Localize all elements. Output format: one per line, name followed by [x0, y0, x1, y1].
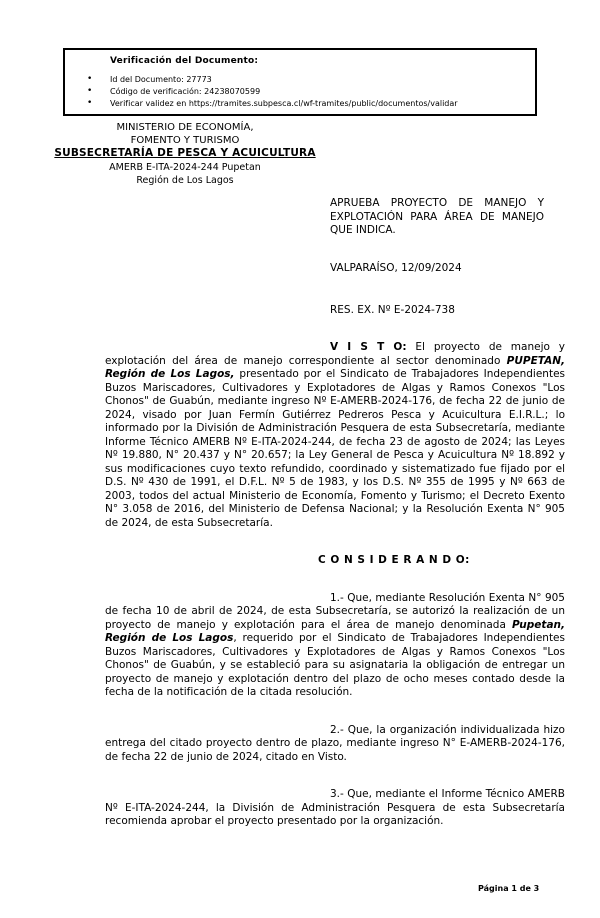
visto-label: V I S T O:: [330, 341, 407, 353]
considerando-number: 3.-: [330, 788, 344, 800]
considerando-text-2: , requerido por el Sindicato de Trabajadores Independientes Buzos Mariscadores, Cultivadores y Explotadores de Algas y Ramos Conexos "Los Chonos" de Guabún, y se estableció para su asignataria la obligación de entregar un proyecto de manejo y explotación dentro del plazo de ocho meses contado desde la fecha de la notificación de la citada resolución.: [105, 632, 565, 698]
considerando-area-name: Pupetan, Región de Los Lagos: [105, 618, 565, 644]
considerando-3: [105, 788, 565, 829]
verification-item-text: Código de verificación: 24238070599: [110, 87, 261, 96]
verification-item-text: Id del Documento: 27773: [110, 75, 212, 84]
visto-paragraph: [105, 341, 565, 530]
verification-item-text: Verificar validez en https://tramites.subpesca.cl/wf-tramites/public/documentos/validar: [110, 99, 458, 108]
considerando-number: 2.-: [330, 723, 344, 736]
visto-area-name: PUPETAN, Región de Los Lagos,: [105, 354, 565, 380]
subsecretaria-title: SUBSECRETARÍA DE PESCA Y ACUICULTURA: [54, 147, 316, 160]
visto-text-2: presentado por el Sindicato de Trabajadores Independientes Buzos Mariscadores, Cultivadores y Explotadores de Algas y Ramos Conexos "Los Chonos" de Guabún, mediante ingreso Nº E-AMERB-2024-176, de fecha 22 de junio de 2024, visado por Juan Fermín Gutiérrez Pedreros Pesca y Acuicultura E.I.R.L.; lo informado por la División de Administración Pesquera de esta Subsecretaría, mediante Informe Técnico AMERB Nº E-ITA-2024-244, de fecha 23 de agosto de 2024; las Leyes Nº 19.880, N° 20.437 y N° 20.657; la Ley General de Pesca y Acuicultura Nº 18.892 y sus modificaciones cuyo texto refundido, coordinado y sistematizado fue fijado por el D.S. Nº 430 de 1991, el D.F.L. Nº 5 de 1983, y los D.S. Nº 355 de 1995 y Nº 663 de 2003, todos del actual Ministerio de Economía, Fomento y Turismo; el Decreto Exento N° 3.058 de 2016, del Ministerio de Defensa Nacional; y la Resolución Exenta N° 905 de 2024, de esta Subsecretaría.: [105, 368, 566, 529]
verification-item-document-id: [87, 74, 535, 86]
bullet-icon: •: [87, 86, 93, 96]
considerando-number: 1.-: [330, 591, 344, 604]
ministry-line-1: MINISTERIO DE ECONOMÍA,: [116, 122, 254, 133]
document-body: [105, 341, 565, 829]
considerando-2: [105, 724, 565, 765]
ministry-line-2: FOMENTO Y TURISMO: [130, 135, 240, 147]
bullet-icon: •: [87, 74, 93, 84]
considerando-text: Que, la organización individualizada hizo entrega del citado proyecto dentro de plazo, mediante ingreso N° E-AMERB-2024-176, de fecha 22 de junio de 2024, citado en Visto.: [105, 723, 565, 763]
resolution-subject: APRUEBA PROYECTO DE MANEJO Y EXPLOTACIÓN PARA ÁREA DE MANEJO QUE INDICA.: [330, 197, 544, 236]
verification-item-url: [87, 98, 535, 110]
considerando-text: Que, mediante el Informe Técnico AMERB Nº E-ITA-2024-244, la División de Administración Pesquera de esta Subsecretaría recomienda aprobar el proyecto presentado por la organización.: [105, 788, 565, 827]
resolution-number: RES. EX. Nº E-2024-738: [330, 304, 455, 316]
visto-text-1: El proyecto de manejo y explotación del área de manejo correspondiente al sector denominado: [105, 341, 565, 367]
page-number: Página 1 de 3: [478, 884, 540, 893]
bullet-icon: •: [87, 98, 93, 108]
amerb-reference: AMERB E-ITA-2024-244 Pupetan: [109, 161, 261, 173]
dateline: VALPARAÍSO, 12/09/2024: [330, 262, 462, 274]
considerando-text-1: Que, mediante Resolución Exenta N° 905 de fecha 10 de abril de 2024, de esta Subsecretaría, se autorizó la realización de un proyecto de manejo y explotación para el área de manejo denominada: [105, 591, 565, 631]
verification-box: [63, 48, 537, 116]
verification-item-code: [87, 86, 535, 98]
region-line: Región de Los Lagos: [136, 174, 234, 186]
verification-list: [65, 74, 535, 110]
verification-title: Verificación del Documento:: [110, 56, 259, 66]
considerando-heading: C O N S I D E R A N D O:: [318, 554, 470, 566]
letterhead: [35, 121, 335, 187]
considerando-1: [105, 592, 565, 700]
